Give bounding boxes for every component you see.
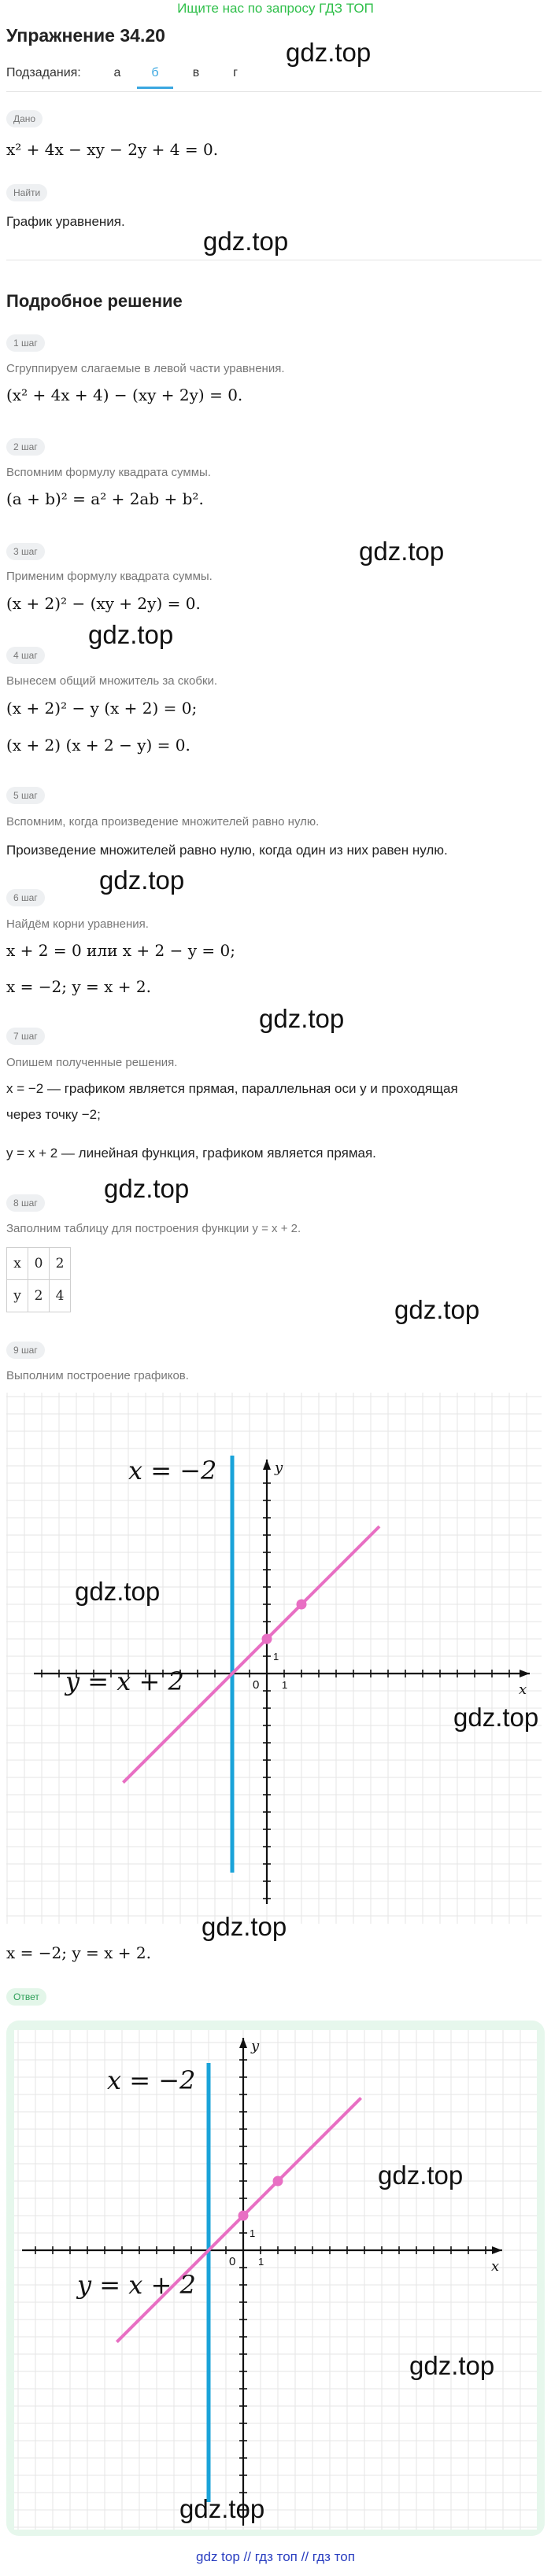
tab-b[interactable]: б [151, 66, 159, 79]
table-cell: 2 [28, 1280, 50, 1312]
tab-a[interactable]: а [113, 66, 121, 79]
unit-label: 1 [250, 2227, 256, 2239]
footer-links [0, 2549, 551, 2565]
given-pill: Дано [6, 110, 43, 127]
result-line: x = −2; y = x + 2. [6, 1943, 151, 1962]
unit-label: 1 [273, 1651, 279, 1663]
label-vertical-line: x = −2 [107, 2065, 196, 2095]
step-desc: Заполним таблицу для построения функции y = x + 2. [6, 1222, 301, 1235]
origin-label: 0 [229, 2255, 236, 2268]
x-axis-label: x [491, 2258, 500, 2275]
search-banner: Ищите нас по запросу ГДЗ ТОП [177, 1, 374, 16]
page-title: Упражнение 34.20 [6, 25, 165, 46]
plot-point [262, 1634, 272, 1644]
table-cell: y [7, 1280, 28, 1312]
watermark: gdz.top [453, 1703, 539, 1732]
watermark: gdz.top [88, 620, 174, 649]
table-row [7, 1280, 71, 1312]
plot-point [239, 2211, 249, 2221]
step-pill: 4 шаг [6, 647, 45, 664]
step-pill: 1 шаг [6, 334, 45, 352]
watermark: gdz.top [394, 1295, 480, 1324]
divider [6, 91, 542, 92]
step-line: x = −2 — графиком является прямая, параллельная оси y и проходящая [6, 1081, 458, 1096]
step-pill: 7 шаг [6, 1028, 45, 1045]
given-equation: x² + 4x − xy − 2y + 4 = 0. [6, 140, 219, 159]
plot-point [297, 1600, 307, 1610]
tab-g[interactable]: г [233, 66, 238, 79]
table-cell: 4 [50, 1280, 71, 1312]
y-axis-label: y [251, 2038, 260, 2054]
solution-heading: Подробное решение [6, 291, 183, 311]
footer-link[interactable]: гдз топ [254, 2549, 298, 2564]
step-line: Произведение множителей равно нулю, когда один из них равен нулю. [6, 843, 448, 858]
graph-solution [6, 1393, 542, 1924]
watermark: gdz.top [179, 2494, 265, 2523]
label-vertical-line: x = −2 [128, 1456, 217, 1485]
step-line: x = −2; y = x + 2. [6, 977, 151, 996]
watermark: gdz.top [286, 38, 372, 67]
find-text: График уравнения. [6, 214, 125, 229]
step-line: через точку −2; [6, 1107, 101, 1122]
watermark: gdz.top [99, 865, 185, 895]
find-pill: Найти [6, 184, 47, 201]
step-line: (x + 2)² − y (x + 2) = 0; [6, 699, 198, 718]
step-desc: Сгруппируем слагаемые в левой части уравнения. [6, 362, 285, 375]
tab-v[interactable]: в [192, 66, 200, 79]
watermark: gdz.top [378, 2161, 464, 2190]
step-line: (x + 2) (x + 2 − y) = 0. [6, 736, 190, 755]
footer-separator: // [243, 2549, 251, 2564]
watermark: gdz.top [259, 1004, 345, 1033]
step-pill: 2 шаг [6, 438, 45, 456]
table-cell: 0 [28, 1248, 50, 1280]
watermark: gdz.top [409, 2351, 495, 2380]
label-slanted-line: y = x + 2 [65, 1666, 184, 1696]
footer-separator: // [301, 2549, 309, 2564]
subtasks-label: Подзадания: [6, 66, 81, 79]
table-row [7, 1248, 71, 1280]
step-pill: 9 шаг [6, 1342, 45, 1359]
step-line: x + 2 = 0 или x + 2 − y = 0; [6, 941, 235, 960]
table-cell: 2 [50, 1248, 71, 1280]
step-desc: Найдём корни уравнения. [6, 917, 149, 931]
step-pill: 3 шаг [6, 543, 45, 560]
watermark: gdz.top [75, 1577, 161, 1606]
table-cell: x [7, 1248, 28, 1280]
step-pill: 8 шаг [6, 1194, 45, 1212]
step-pill: 6 шаг [6, 889, 45, 906]
footer-link[interactable]: gdz top [196, 2549, 240, 2564]
graph-answer [14, 2030, 537, 2530]
step-desc: Применим формулу квадрата суммы. [6, 570, 213, 583]
step-line: y = x + 2 — линейная функция, графиком является прямая. [6, 1146, 376, 1161]
watermark: gdz.top [359, 537, 445, 566]
step-line: (x² + 4x + 4) − (xy + 2y) = 0. [6, 386, 243, 404]
y-axis-label: y [275, 1460, 283, 1476]
step-pill: 5 шаг [6, 787, 45, 804]
step-desc: Вынесем общий множитель за скобки. [6, 674, 218, 688]
step-desc: Вспомним, когда произведение множителей равно нулю. [6, 815, 320, 829]
answer-pill: Ответ [6, 1988, 46, 2006]
unit-label: 1 [258, 2256, 264, 2268]
footer-link[interactable]: гдз топ [312, 2549, 355, 2564]
step-desc: Опишем полученные решения. [6, 1056, 178, 1069]
unit-label: 1 [282, 1679, 288, 1691]
label-slanted-line: y = x + 2 [77, 2270, 196, 2300]
plot-point [273, 2176, 283, 2187]
step-desc: Вспомним формулу квадрата суммы. [6, 466, 211, 479]
values-table [6, 1247, 71, 1312]
step-line: (a + b)² = a² + 2ab + b². [6, 489, 204, 508]
step-desc: Выполним построение графиков. [6, 1369, 189, 1382]
origin-label: 0 [253, 1678, 260, 1692]
watermark: gdz.top [202, 1912, 287, 1941]
active-tab-indicator [137, 87, 173, 89]
x-axis-label: x [519, 1681, 527, 1698]
watermark: gdz.top [104, 1174, 190, 1203]
watermark: gdz.top [203, 227, 289, 256]
step-line: (x + 2)² − (xy + 2y) = 0. [6, 594, 201, 613]
